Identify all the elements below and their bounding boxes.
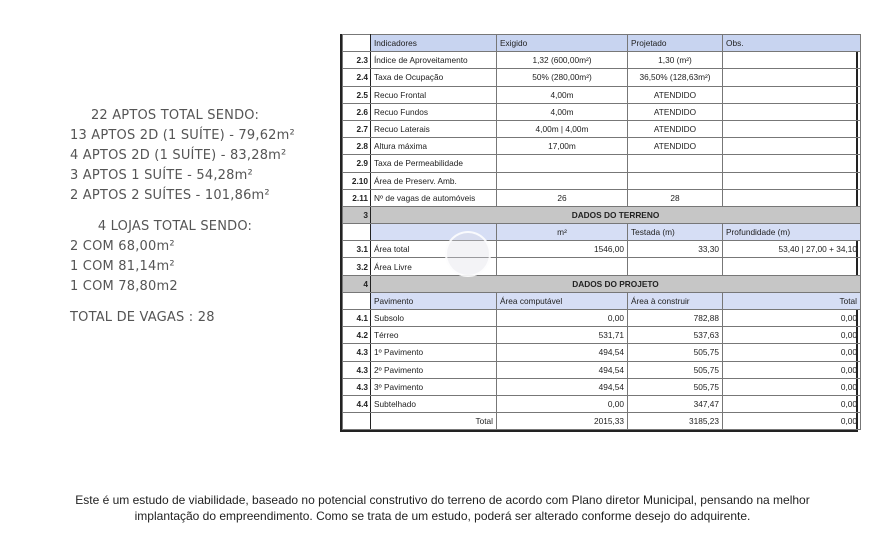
table-row: 2.9 Taxa de Permeabilidade [343,155,861,172]
disclaimer-footnote [0,492,885,524]
table-row: 2.10 Área de Preserv. Amb. [343,172,861,189]
terreno-title: DADOS DO TERRENO [371,206,861,223]
footnote-line: Este é um estudo de viabilidade, baseado no potencial construtivo do terreno de acordo com Plano diretor Municipal, pensando na melhor [75,493,810,507]
lojas-title: 4 LOJAS TOTAL SENDO: [97,219,253,234]
terreno-section-row: 3 DADOS DO TERRENO [343,206,861,223]
units-summary [70,106,340,328]
table-row: 2.11 Nº de vagas de automóveis 26 28 [343,189,861,206]
footnote-line: implantação do empreendimento. Como se trata de um estudo, poderá ser alterado conforme desejo do adquirente. [134,509,751,523]
table-row: 2.6 Recuo Fundos 4,00m ATENDIDO [343,103,861,120]
indicators-header-row [343,35,861,52]
header-exigido: Exigido [497,35,628,52]
total-row: Total 2015,33 3185,23 0,00 [343,413,861,430]
header-obs: Obs. [723,35,861,52]
apto-line: 13 APTOS 2D (1 SUÍTE) - 79,62m² [70,128,295,143]
header-projetado: Projetado [628,35,723,52]
projeto-header-row: Pavimento Área computável Área à construir Total [343,292,861,309]
table-row: 4.4 Subtelhado 0,00 347,47 0,00 [343,395,861,412]
loja-line: 2 COM 68,00m² [70,239,175,254]
table-row: 2.8 Altura máxima 17,00m ATENDIDO [343,138,861,155]
table-row: 2.7 Recuo Laterais 4,00m | 4,00m ATENDIDO [343,120,861,137]
table-row: 4.2 Térreo 531,71 537,63 0,00 [343,327,861,344]
spreadsheet-table [340,34,858,432]
apto-line: 3 APTOS 1 SUÍTE - 54,28m² [70,168,253,183]
aptos-title: 22 APTOS TOTAL SENDO: [90,108,260,123]
table-row: 2.3 Índice de Aproveitamento 1,32 (600,00m²) 1,30 (m²) [343,52,861,69]
table-row: 4.3 3º Pavimento 494,54 505,75 0,00 [343,378,861,395]
table-row: 3.2 Área Livre [343,258,861,275]
watermark-logo [445,231,491,277]
table-row: 2.5 Recuo Frontal 4,00m ATENDIDO [343,86,861,103]
projeto-section-row: 4 DADOS DO PROJETO [343,275,861,292]
loja-line: 1 COM 81,14m² [70,259,175,274]
table-row: 4.3 1º Pavimento 494,54 505,75 0,00 [343,344,861,361]
table-row: 2.4 Taxa de Ocupação 50% (280,00m²) 36,50% (128,63m²) [343,69,861,86]
apto-line: 2 APTOS 2 SUÍTES - 101,86m² [70,188,270,203]
table-row: 4.1 Subsolo 0,00 782,88 0,00 [343,310,861,327]
table-row: 3.1 Área total 1546,00 33,30 53,40 | 27,00 + 34,10 [343,241,861,258]
apto-line: 4 APTOS 2D (1 SUÍTE) - 83,28m² [70,148,287,163]
table-row: 4.3 2º Pavimento 494,54 505,75 0,00 [343,361,861,378]
header-indicadores: Indicadores [371,35,497,52]
terreno-header-row: m² Testada (m) Profundidade (m) [343,224,861,241]
loja-line: 1 COM 78,80m2 [70,279,178,294]
projeto-title: DADOS DO PROJETO [371,275,861,292]
total-vagas: TOTAL DE VAGAS : 28 [70,310,215,325]
